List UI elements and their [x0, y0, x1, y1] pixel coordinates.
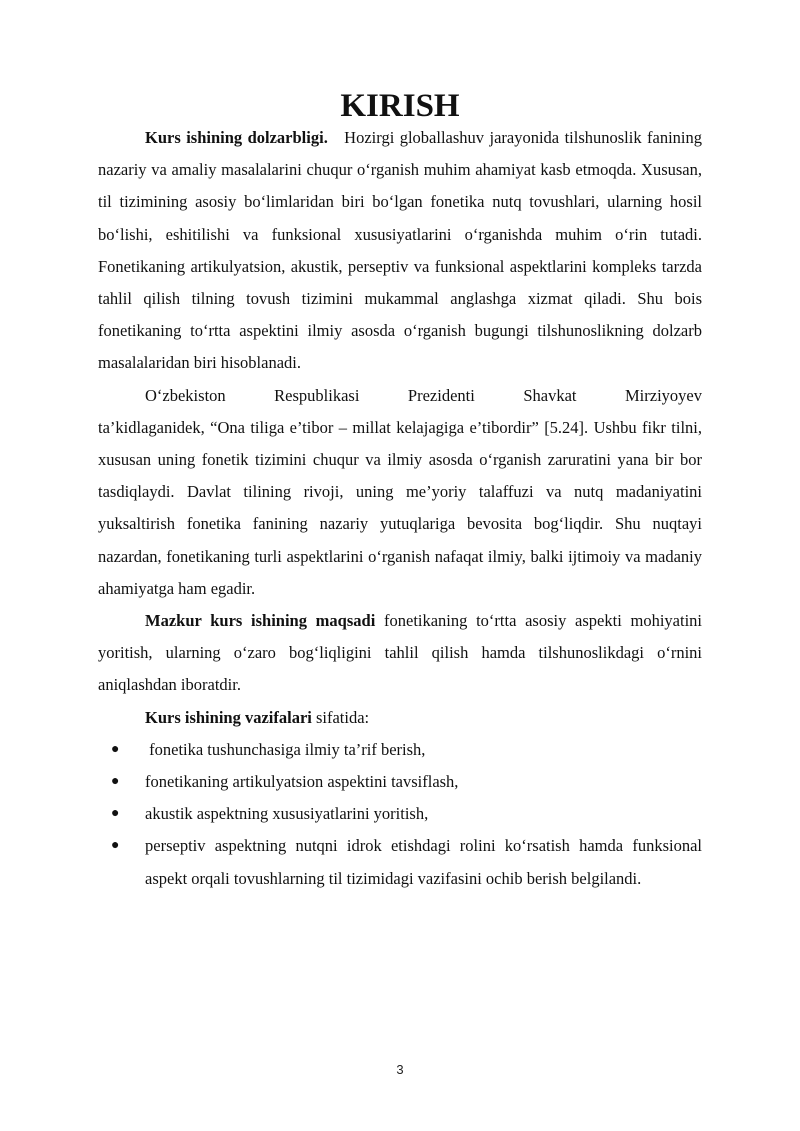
goal-paragraph [98, 605, 702, 702]
tasks-list [98, 734, 702, 895]
relevance-paragraph [98, 122, 702, 380]
tasks-suffix: sifatida: [311, 707, 370, 727]
page-number: 3 [396, 1062, 404, 1077]
president-quote-text: ta’kidlaganidek, “Ona tiliga e’tibor – millat kelajagiga e’tibordir” [5.24]. Ushbu fikr tilni, xususan uning fonetik tizimini chuqur va ilmiy asosda oʻrganish zaruratini yana bir bor tasdiqlaydi. Davlat tilining rivoji, uning me’yoriy talaffuzi va nutq madaniyatini yuksaltirish fonetika fanining nazariy yutuqlariga bevosita bogʻliqdir. Shu nuqtayi nazardan, fonetikaning turli aspektlarini oʻrganish nafaqat ilmiy, balki ijtimoiy va madaniy ahamiyatga ham egadir. [98, 417, 702, 598]
bullet-icon: ● [111, 741, 120, 757]
list-item [98, 766, 702, 798]
goal-lead: Mazkur kurs ishining maqsadi [145, 611, 376, 631]
bullet-icon: ● [111, 806, 120, 822]
page-body [98, 90, 702, 895]
task-text: fonetikaning artikulyatsion aspektini tavsiflash, [145, 772, 459, 792]
bullet-icon: ● [111, 838, 120, 854]
goal-text: fonetikaning toʻrtta asosiy aspekti mohiyatini yoritish, ularning oʻzaro bogʻliqligini tahlil qilish hamda tilshunoslikdagi oʻrnini aniqlashdan iboratdir. [98, 611, 702, 695]
task-text: akustik aspektning xususiyatlarini yoritish, [145, 804, 429, 824]
tasks-lead: Kurs ishining vazifalari [145, 707, 312, 727]
list-item [98, 734, 702, 766]
list-item [98, 798, 702, 830]
bullet-icon: ● [111, 774, 120, 790]
tasks-intro [98, 702, 702, 734]
task-text: perseptiv aspektning nutqni idrok etishdagi rolini koʻrsatish hamda funksional aspekt orqali tovushlarning til tizimidagi vazifasini ochib berish belgilandi. [145, 836, 702, 888]
list-item [98, 830, 702, 894]
president-quote-paragraph [98, 380, 702, 605]
task-text: fonetika tushunchasiga ilmiy ta’rif berish, [145, 739, 426, 759]
relevance-lead: Kurs ishining dolzarbligi. [145, 128, 328, 147]
relevance-text: Hozirgi globallashuv jarayonida tilshunoslik fanining nazariy va amaliy masalalarini chuqur oʻrganish muhim ahamiyat kasb etmoqda. Xususan, til tizimining asosiy boʻlimlaridan biri boʻlgan fonetika nutq tovushlari, ularning hosil boʻlishi, eshitilishi va funksional xususiyatlarini oʻrganishda muhim oʻrin tutadi. Fonetikaning artikulyatsion, akustik, perseptiv va funksional aspektlarini kompleks tarzda tahlil qilish tilning tovush tizimini mukammal anglashga xizmat qiladi. Shu bois fonetikaning toʻrtta aspektini ilmiy asosda oʻrganish bugungi tilshunoslikning dolzarb masalalaridan biri hisoblanadi. [98, 128, 703, 373]
president-quote-first-line: Oʻzbekiston Respublikasi Prezidenti Shavkat Mirziyoyev [145, 385, 702, 405]
section-heading: KIRISH [340, 88, 460, 124]
